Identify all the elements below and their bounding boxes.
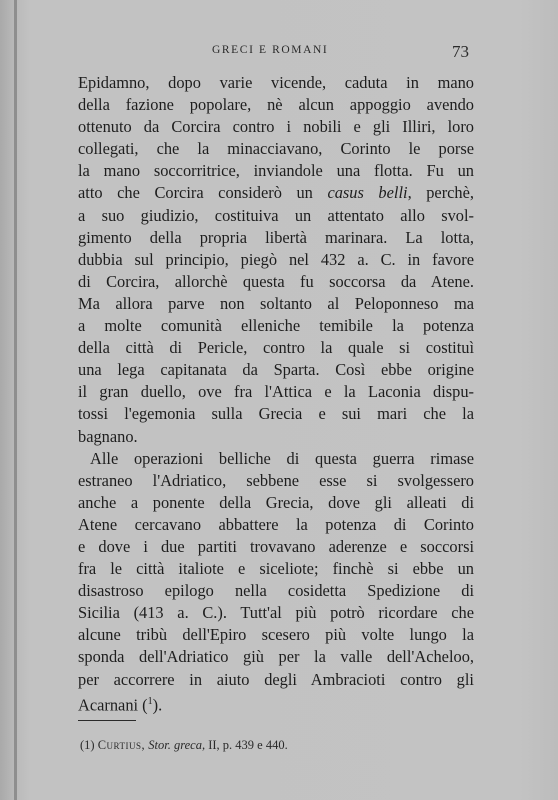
text-line: disastroso epilogo nella cosidetta Spedizione di <box>78 581 474 601</box>
body-text <box>78 72 474 713</box>
text-line: della fazione popolare, nè alcun appoggio avendo <box>78 95 474 115</box>
text-line: per accorrere in aiuto degli Ambracioti contro gli <box>78 669 474 689</box>
text-line: il gran duello, ove fra l'Attica e la Laconia dispu- <box>78 382 474 402</box>
page-number: 73 <box>452 42 469 61</box>
footnote <box>80 738 288 753</box>
text-line: della città di Pericle, contro la quale si costituì <box>78 338 474 358</box>
running-head: GRECI E ROMANI <box>212 44 329 56</box>
text-line: dubbia sul principio, piegò nel 432 a. C. in favore <box>78 249 474 269</box>
text-line <box>78 182 474 204</box>
page-gutter-shadow <box>14 0 17 800</box>
text-line <box>78 691 474 713</box>
footnote-reference-text: II, p. 439 e 440. <box>208 738 288 752</box>
footnote-author: Curtius, <box>97 738 146 752</box>
text-line: Alle operazioni belliche di questa guerra rimase <box>90 448 474 468</box>
footnote-marker: (1) <box>80 738 95 752</box>
footnote-title: Stor. greca, <box>148 738 206 752</box>
text-line: a suo giudizio, costituiva un attentato allo svol- <box>78 205 474 225</box>
text-line: Epidamno, dopo varie vicende, caduta in mano <box>78 73 474 92</box>
text-line: sponda dell'Adriatico giù per la valle dell'Acheloo, <box>78 647 474 667</box>
text-line: tossi l'egemonia sulla Grecia e sui mari che la <box>78 404 474 424</box>
italic-phrase: casus belli <box>327 183 408 203</box>
text-line: bagnano. <box>78 426 138 446</box>
page-header <box>212 44 538 66</box>
text-line: una lega capitanata da Sparta. Così ebbe origine <box>78 360 474 380</box>
text-line: Sicilia (413 a. C.). Tutt'al più potrò ricordare che <box>78 603 474 623</box>
text-line: di Corcira, allorchè questa fu soccorsa da Atene. <box>78 271 474 291</box>
text-segment: , perchè, <box>407 183 474 203</box>
text-segment: ). <box>152 695 163 715</box>
text-segment: Acarnani ( <box>78 695 148 715</box>
text-line: a molte comunità elleniche temibile la potenza <box>78 316 474 336</box>
text-line: collegati, che la minacciavano, Corinto le porse <box>78 139 474 159</box>
text-line: anche a ponente della Grecia, dove gli alleati di <box>78 492 474 512</box>
text-line: fra le città italiote e siceliote; finchè si ebbe un <box>78 559 474 579</box>
text-line: la mano soccorritrice, inviandole una flotta. Fu un <box>78 161 474 181</box>
text-line: estraneo l'Adriatico, sebbene esse si svolgessero <box>78 470 474 490</box>
footnote-divider <box>78 720 136 721</box>
footnote-reference: 1 <box>147 695 153 707</box>
text-line: Atene cercavano abbattere la potenza di Corinto <box>78 514 474 534</box>
text-line: Ma allora parve non soltanto al Peloponneso ma <box>78 293 474 313</box>
text-line: alcune tribù dell'Epiro scesero più volte lungo la <box>78 625 474 645</box>
text-line: gimento della propria libertà marinara. La lotta, <box>78 227 474 247</box>
text-segment: atto che Corcira considerò un <box>78 183 313 203</box>
text-line: e dove i due partiti trovavano aderenze e soccorsi <box>78 536 474 556</box>
text-line: ottenuto da Corcira contro i nobili e gli Illiri, loro <box>78 117 474 137</box>
